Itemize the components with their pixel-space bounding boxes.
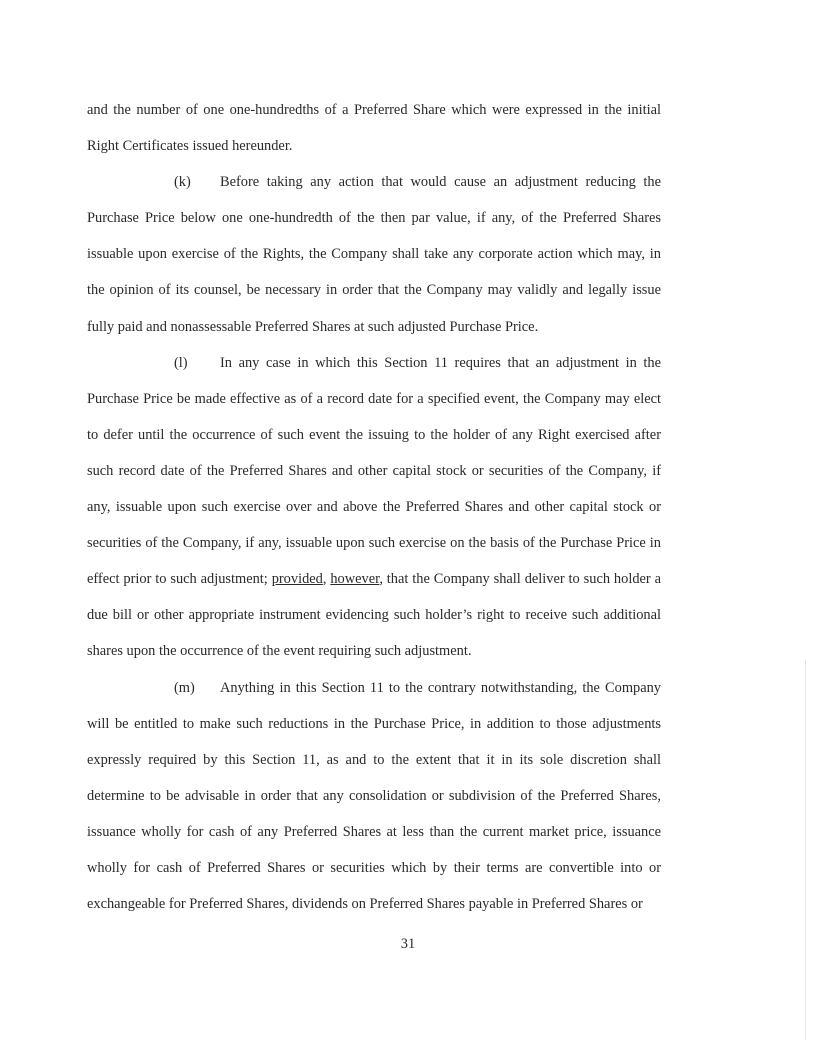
clause-label-m: (m) (174, 679, 195, 696)
paragraph-continuation: and the number of one one-hundredths of a Preferred Share which were expressed in the initial Right Certificates issued hereunder. (87, 102, 661, 155)
comma-separator: , (322, 571, 331, 588)
paragraph-l (87, 345, 661, 670)
emphasis-however: however (330, 571, 380, 588)
emphasis-provided: provided (271, 571, 323, 588)
paragraph-m (87, 670, 661, 923)
clause-label-k: (k) (174, 174, 191, 191)
clause-text-k: Before taking any action that would cause an adjustment reducing the Purchase Price below one one-hundredth of the then par value, if any, of the Preferred Shares issuable upon exercise of the Rights, the Company shall take any corporate action which may, in the opinion of its counsel, be necessary in order that the Company may validly and legally issue fully paid and nonassessable Preferred Shares at such adjusted Purchase Price. (87, 174, 661, 335)
page-number: 31 (400, 936, 416, 952)
paragraph-k (87, 164, 661, 344)
scan-edge-line (805, 660, 806, 1040)
clause-text-m: Anything in this Section 11 to the contrary notwithstanding, the Company will be entitled to make such reductions in the Purchase Price, in addition to those adjustments expressly required by this Section 11, as and to the extent that it in its sole discretion shall determine to be advisable in order that any consolidation or subdivision of the Preferred Shares, issuance wholly for cash of any Preferred Shares at less than the current market price, issuance wholly for cash of Preferred Shares or securities which by their terms are convertible into or exchangeable for Preferred Shares, dividends on Preferred Shares payable in Preferred Shares or (87, 679, 661, 913)
clause-text-l-after: , that the Company shall deliver to such holder a due bill or other appropriate instrument evidencing such holder’s right to receive such additional shares upon the occurrence of the event requiring such adjustment. (87, 571, 661, 660)
clause-text-l-before: In any case in which this Section 11 requires that an adjustment in the Purchase Price be made effective as of a record date for a specified event, the Company may elect to defer until the occurrence of such event the issuing to the holder of any Right exercised after such record date of the Preferred Shares and other capital stock or securities of the Company, if any, issuable upon such exercise over and above the Preferred Shares and other capital stock or securities of the Company, if any, issuable upon such exercise on the basis of the Purchase Price in effect prior to such adjustment; (87, 354, 661, 588)
body-text (87, 92, 661, 922)
clause-label-l: (l) (174, 354, 188, 371)
